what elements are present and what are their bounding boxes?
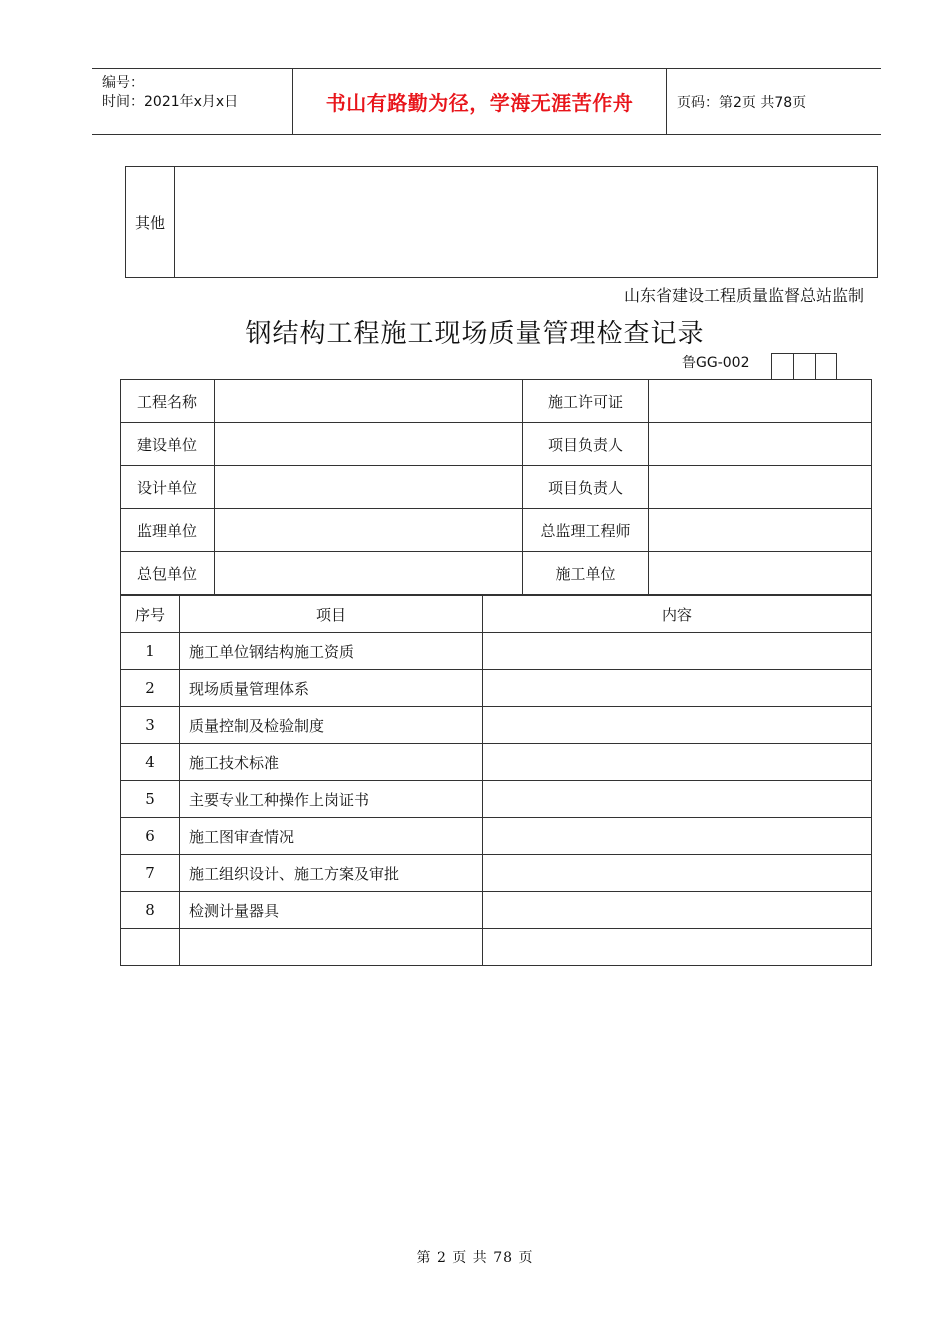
page-header: [92, 68, 881, 135]
info-value-cell[interactable]: [215, 509, 523, 552]
info-value-cell-2[interactable]: [649, 509, 872, 552]
other-label: 其他: [126, 167, 175, 277]
code-box[interactable]: [815, 353, 837, 380]
item-content-cell[interactable]: [483, 744, 872, 781]
table-row: [121, 466, 872, 509]
info-value-cell-2[interactable]: [649, 466, 872, 509]
column-header-content: 内容: [483, 596, 872, 633]
doc-number-label: 编号：: [102, 75, 144, 91]
table-row: [121, 380, 872, 423]
info-value-cell[interactable]: [215, 552, 523, 595]
page-footer: 第 2 页 共 78 页: [416, 1250, 534, 1266]
code-boxes: [771, 353, 837, 380]
checklist-table: [120, 595, 872, 966]
info-value-cell-2[interactable]: [649, 552, 872, 595]
table-row: [121, 929, 872, 966]
item-number: 8: [121, 892, 180, 929]
page-info: 页码：第2页 共78页: [677, 94, 807, 111]
info-label-2: 项目负责人: [523, 423, 649, 466]
column-header-no: 序号: [121, 596, 180, 633]
info-label: 设计单位: [121, 466, 215, 509]
info-value-cell-2[interactable]: [649, 380, 872, 423]
item-number: 5: [121, 781, 180, 818]
table-row: [121, 744, 872, 781]
info-label: 总包单位: [121, 552, 215, 595]
item-name: [180, 929, 483, 966]
item-content-cell[interactable]: [483, 781, 872, 818]
form-title: 钢结构工程施工现场质量管理检查记录: [245, 319, 705, 349]
item-name: 施工技术标准: [180, 744, 483, 781]
info-label-2: 施工许可证: [523, 380, 649, 423]
header-meta: [92, 69, 293, 134]
item-name: 现场质量管理体系: [180, 670, 483, 707]
item-content-cell[interactable]: [483, 855, 872, 892]
header-motto-cell: [293, 69, 667, 134]
table-row: [121, 423, 872, 466]
info-value-cell[interactable]: [215, 466, 523, 509]
info-value-cell-2[interactable]: [649, 423, 872, 466]
item-number: 2: [121, 670, 180, 707]
table-row: [121, 633, 872, 670]
info-value-cell[interactable]: [215, 423, 523, 466]
column-header-item: 项目: [180, 596, 483, 633]
form-code: 鲁GG-002: [682, 355, 750, 371]
item-content-cell[interactable]: [483, 818, 872, 855]
item-content-cell[interactable]: [483, 707, 872, 744]
item-name: 检测计量器具: [180, 892, 483, 929]
doc-time-label: 时间：2021年x月x日: [102, 94, 239, 110]
item-content-cell[interactable]: [483, 670, 872, 707]
project-info-table: [120, 379, 872, 595]
info-value-cell[interactable]: [215, 380, 523, 423]
table-row: [121, 552, 872, 595]
table-row: [121, 781, 872, 818]
header-page-cell: [667, 69, 881, 134]
item-name: 施工单位钢结构施工资质: [180, 633, 483, 670]
code-box[interactable]: [793, 353, 815, 380]
table-row: [121, 707, 872, 744]
item-number: 1: [121, 633, 180, 670]
info-label-2: 施工单位: [523, 552, 649, 595]
table-header-row: [121, 596, 872, 633]
table-row: [121, 670, 872, 707]
table-row: [121, 855, 872, 892]
item-number: 3: [121, 707, 180, 744]
motto: 书山有路勤为径，学海无涯苦作舟: [325, 91, 634, 115]
item-content-cell[interactable]: [483, 633, 872, 670]
item-content-cell[interactable]: [483, 929, 872, 966]
info-label: 监理单位: [121, 509, 215, 552]
info-label: 建设单位: [121, 423, 215, 466]
supervisor-note: 山东省建设工程质量监督总站监制: [623, 286, 864, 305]
info-label-2: 总监理工程师: [523, 509, 649, 552]
item-number: 4: [121, 744, 180, 781]
item-number: [121, 929, 180, 966]
item-name: 施工组织设计、施工方案及审批: [180, 855, 483, 892]
info-label-2: 项目负责人: [523, 466, 649, 509]
item-name: 质量控制及检验制度: [180, 707, 483, 744]
table-row: [121, 509, 872, 552]
code-box[interactable]: [771, 353, 793, 380]
item-name: 施工图审查情况: [180, 818, 483, 855]
table-row: [121, 892, 872, 929]
item-number: 6: [121, 818, 180, 855]
item-content-cell[interactable]: [483, 892, 872, 929]
table-row: [121, 818, 872, 855]
item-number: 7: [121, 855, 180, 892]
other-box: [125, 166, 878, 278]
item-name: 主要专业工种操作上岗证书: [180, 781, 483, 818]
info-label: 工程名称: [121, 380, 215, 423]
